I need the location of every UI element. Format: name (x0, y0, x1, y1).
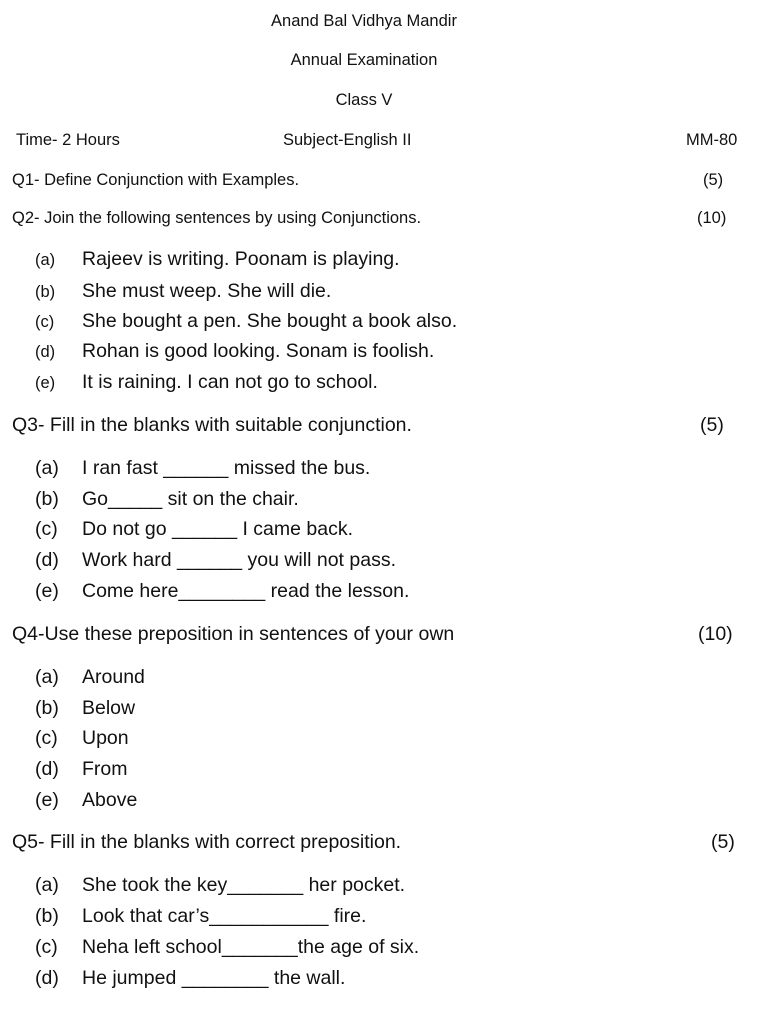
q3-item-a-text: I ran fast ______ missed the bus. (82, 457, 371, 479)
q2-item-c-text: She bought a pen. She bought a book also. (82, 310, 458, 332)
q4-item-e-text: Above (82, 789, 138, 811)
q2-item-a-text: Rajeev is writing. Poonam is playing. (82, 248, 400, 270)
q4-item-c-letter: (c) (35, 727, 58, 749)
time-label: Time- 2 Hours (16, 131, 120, 149)
q2-item-b-letter: (b) (35, 283, 56, 301)
class-label: Class V (335, 91, 393, 109)
question-1-text: Q1- Define Conjunction with Examples. (12, 171, 300, 189)
question-2-text: Q2- Join the following sentences by using Conjunctions. (12, 209, 422, 227)
q2-item-e-text: It is raining. I can not go to school. (82, 371, 378, 393)
q3-item-b-text: Go_____ sit on the chair. (82, 488, 299, 510)
q5-item-d-text: He jumped ________ the wall. (82, 967, 346, 989)
q3-item-e-letter: (e) (35, 580, 59, 602)
exam-title: Annual Examination (290, 51, 438, 69)
q5-item-b-letter: (b) (35, 905, 59, 927)
q5-item-b-text: Look that car’s___________ fire. (82, 905, 367, 927)
question-4-marks: (10) (698, 623, 733, 645)
question-4-text: Q4-Use these preposition in sentences of your own (12, 623, 455, 645)
q2-item-d-text: Rohan is good looking. Sonam is foolish. (82, 340, 435, 362)
q4-item-e-letter: (e) (35, 789, 59, 811)
q2-item-b-text: She must weep. She will die. (82, 280, 332, 302)
question-2-marks: (10) (697, 209, 727, 227)
q3-item-b-letter: (b) (35, 488, 59, 510)
q4-item-c-text: Upon (82, 727, 129, 749)
q2-item-c-letter: (c) (35, 313, 55, 331)
q3-item-c-letter: (c) (35, 518, 58, 540)
q4-item-b-text: Below (82, 697, 136, 719)
q3-item-e-text: Come here________ read the lesson. (82, 580, 410, 602)
q2-item-e-letter: (e) (35, 374, 56, 392)
q5-item-a-letter: (a) (35, 874, 59, 896)
question-3-text: Q3- Fill in the blanks with suitable conjunction. (12, 414, 412, 436)
q5-item-c-text: Neha left school_______the age of six. (82, 936, 420, 958)
q4-item-a-letter: (a) (35, 666, 59, 688)
school-name: Anand Bal Vidhya Mandir (271, 12, 457, 30)
q3-item-d-text: Work hard ______ you will not pass. (82, 549, 396, 571)
q2-item-d-letter: (d) (35, 343, 56, 361)
q3-item-a-letter: (a) (35, 457, 59, 479)
q3-item-d-letter: (d) (35, 549, 59, 571)
q5-item-c-letter: (c) (35, 936, 58, 958)
q2-item-a-letter: (a) (35, 251, 56, 269)
q4-item-a-text: Around (82, 666, 145, 688)
subject-label: Subject-English II (283, 131, 412, 149)
question-5-text: Q5- Fill in the blanks with correct preposition. (12, 831, 402, 853)
q5-item-a-text: She took the key_______ her pocket. (82, 874, 406, 896)
q4-item-d-text: From (82, 758, 128, 780)
question-1-marks: (5) (703, 171, 724, 189)
q3-item-c-text: Do not go ______ I came back. (82, 518, 354, 540)
question-3-marks: (5) (700, 414, 724, 436)
question-5-marks: (5) (711, 831, 735, 853)
q4-item-b-letter: (b) (35, 697, 59, 719)
max-marks-label: MM-80 (686, 131, 738, 149)
q5-item-d-letter: (d) (35, 967, 59, 989)
q4-item-d-letter: (d) (35, 758, 59, 780)
